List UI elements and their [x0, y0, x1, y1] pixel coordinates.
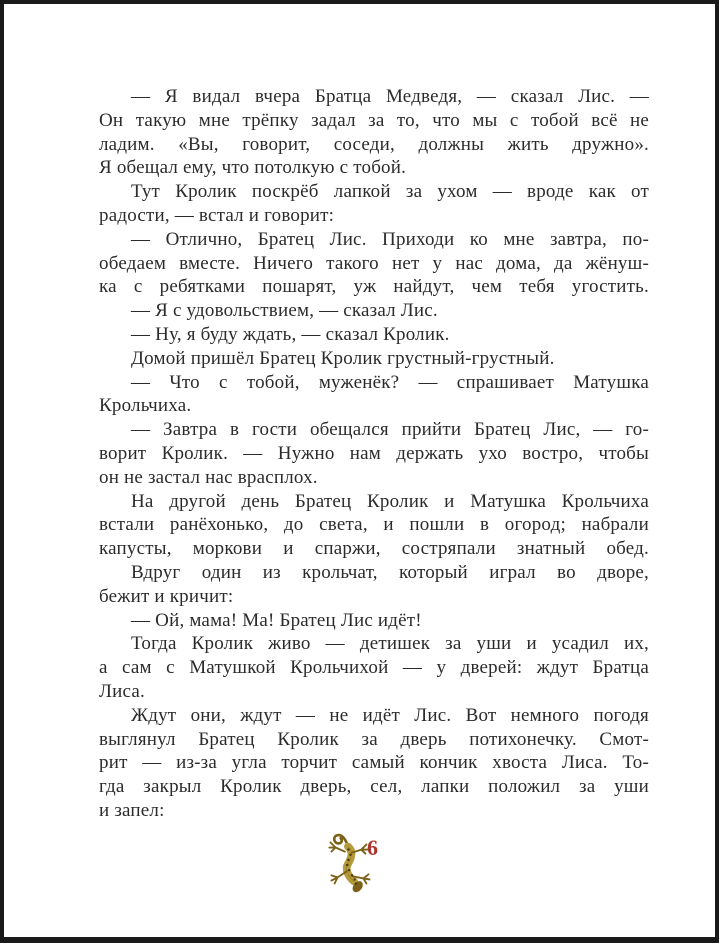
- text-line: — Что с тобой, муженёк? — спрашивает Матушка: [131, 371, 649, 393]
- text-line: рит — из-за угла торчит самый кончик хвоста Лиса. То-: [99, 752, 649, 774]
- paragraph: [99, 418, 649, 489]
- text-line: а сам с Матушкой Крольчихой — у дверей: ждут Братца: [99, 657, 649, 679]
- text-line: — Я видал вчера Братца Медведя, — сказал Лис. —: [131, 86, 649, 107]
- paragraph: [99, 228, 649, 299]
- paragraph: [99, 299, 649, 323]
- paragraph: [99, 323, 649, 347]
- story-text: [99, 85, 649, 823]
- text-line: встали ранёхонько, до света, и пошли в огород; набрали: [99, 514, 649, 536]
- text-line: капусты, моркови и спаржи, состряпали знатный обед.: [99, 538, 649, 560]
- text-line: он не застал нас врасплох.: [99, 466, 318, 488]
- paragraph: [99, 609, 649, 633]
- text-line: ка с ребятками пошарят, уж найдут, чем тебя угостить.: [99, 276, 649, 298]
- text-line: — Ну, я буду ждать, — сказал Кролик.: [131, 323, 450, 345]
- paragraph: [99, 180, 649, 228]
- text-line: Крольчиха.: [99, 395, 192, 417]
- text-line: Тогда Кролик живо — детишек за уши и усадил их,: [131, 633, 649, 655]
- paragraph: [99, 704, 649, 823]
- text-line: — Отлично, Братец Лис. Приходи ко мне завтра, по-: [131, 228, 649, 250]
- text-line: выглянул Братец Кролик за дверь потихонечку. Смот-: [99, 728, 649, 750]
- paragraph: [99, 371, 649, 419]
- text-line: ладим. «Вы, говорит, соседи, должны жить дружно».: [99, 133, 649, 155]
- paragraph: [99, 561, 649, 609]
- paragraph: [99, 85, 649, 180]
- text-line: Я обещал ему, что потолкую с тобой.: [99, 157, 407, 179]
- text-line: Вдруг один из крольчат, который играл во дворе,: [131, 561, 649, 583]
- text-line: Он такую мне трёпку задал за то, что мы с тобой всё не: [99, 109, 649, 131]
- text-line: Ждут они, ждут — не идёт Лис. Вот немного погодя: [131, 704, 649, 726]
- text-line: радости, — встал и говорит:: [99, 204, 335, 226]
- text-line: гда закрыл Кролик дверь, сел, лапки положил за уши: [99, 776, 649, 798]
- paragraph: [99, 347, 649, 371]
- page-number: 6: [367, 835, 378, 860]
- text-line: бежит и кричит:: [99, 585, 234, 607]
- text-line: — Ой, мама! Ма! Братец Лис идёт!: [131, 609, 422, 631]
- text-line: обедаем вместе. Ничего такого нет у нас дома, да жёнуш-: [99, 252, 649, 274]
- text-line: ворит Кролик. — Нужно нам держать ухо востро, чтобы: [99, 442, 649, 464]
- text-line: На другой день Братец Кролик и Матушка Крольчиха: [131, 490, 649, 512]
- text-line: — Завтра в гости обещался прийти Братец Лис, — го-: [131, 419, 649, 441]
- text-line: — Я с удовольствием, — сказал Лис.: [131, 300, 438, 322]
- paragraph: [99, 490, 649, 561]
- text-line: Домой пришёл Братец Кролик грустный-грустный.: [131, 347, 555, 369]
- page-footer: [316, 828, 406, 904]
- text-line: и запел:: [99, 799, 165, 821]
- text-line: Тут Кролик поскрёб лапкой за ухом — вроде как от: [131, 181, 649, 203]
- text-line: Лиса.: [99, 680, 145, 702]
- paragraph: [99, 632, 649, 703]
